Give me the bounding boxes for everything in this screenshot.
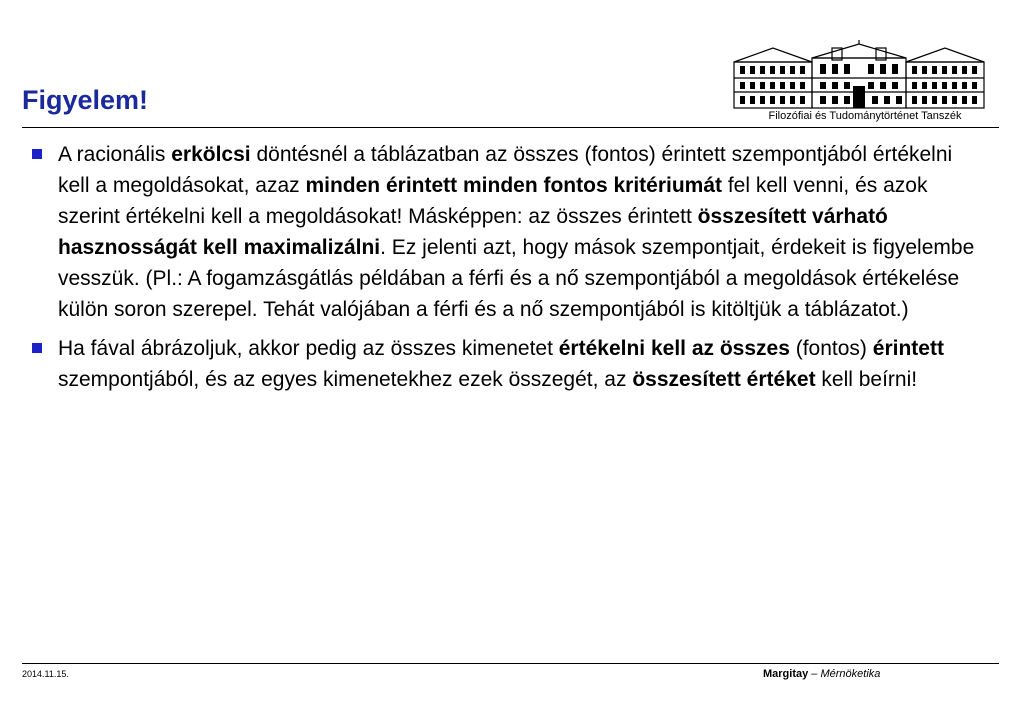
- slide-date: 2014.11.15.: [22, 669, 69, 679]
- header-divider: [22, 127, 999, 128]
- text-segment: (fontos): [789, 337, 873, 360]
- text-segment: döntésnél a táblázatban az összes (fontos) érintett szempontjából értékelni kell a megoldásokat, azaz: [58, 143, 953, 197]
- bullet-text: [58, 337, 944, 391]
- bold-segment: összesített értéket: [632, 368, 816, 391]
- bold-segment: minden érintett minden fontos kritériumát: [305, 174, 723, 197]
- footer-credit: [763, 668, 880, 680]
- slide-title: Figyelem!: [22, 85, 149, 115]
- text-segment: szempontjából, és az egyes kimenetekhez ezek összegét, az: [58, 368, 633, 391]
- bullet-list: [32, 139, 988, 403]
- bold-segment: összesített várható hasznosságát kell maximalizálni: [58, 205, 888, 259]
- text-segment: Ha fával ábrázoljuk, akkor pedig az összes kimenetet: [58, 337, 559, 360]
- square-bullet-icon: [32, 149, 42, 159]
- bold-segment: érintett: [872, 337, 944, 360]
- footer-divider: [22, 663, 999, 664]
- footer-separator: –: [808, 668, 821, 680]
- text-segment: kell beírni!: [815, 368, 918, 391]
- course-name: Mérnöketika: [820, 668, 881, 680]
- text-segment: fel kell venni, és azok szerint értékelni kell a megoldásokat! Másképpen: az összes érintett: [58, 174, 928, 228]
- square-bullet-icon: [32, 343, 42, 353]
- department-name: Filozófiai és Tudománytörténet Tanszék: [768, 110, 962, 122]
- bullet-item-2: [32, 333, 988, 395]
- bold-segment: erkölcsi: [171, 143, 251, 166]
- bullet-item-1: [32, 139, 988, 325]
- author-name: Margitay: [763, 668, 809, 680]
- text-segment: A racionális: [58, 143, 172, 166]
- text-segment: . Ez jelenti azt, hogy mások szempontjait, érdekeit is figyelembe vesszük. (Pl.: A fogamzásgátlás példában a férfi és a nő szempontjából a megoldások értékelése külön soron szerepel. Tehát valójában a férfi és a nő szempontjából is kitöltjük a táblázatot.): [58, 236, 975, 321]
- university-building-icon: [732, 40, 986, 110]
- bold-segment: értékelni kell az összes: [558, 337, 790, 360]
- bullet-text: [58, 143, 974, 321]
